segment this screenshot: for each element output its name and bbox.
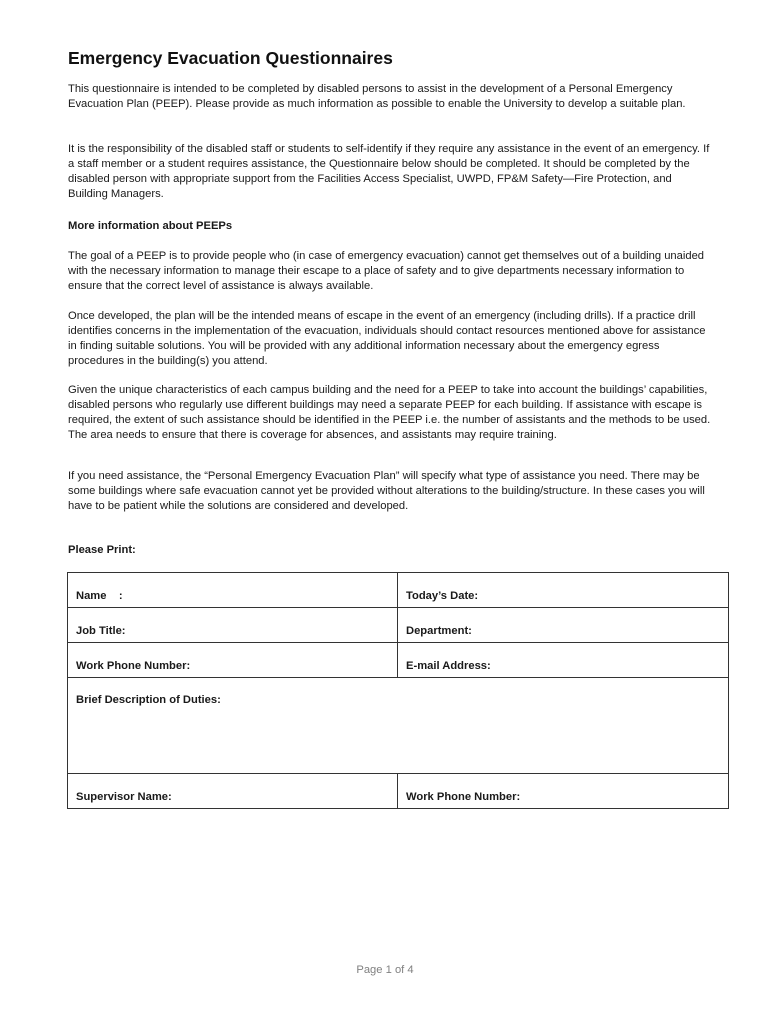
intro-paragraph-2: It is the responsibility of the disabled staff or students to self-identify if they require any assistance in the event of an emergency. If a staff member or a student requires assistance, the Questionnaire below should be completed. It should be completed by the disabled person with appropriate support from the Facilities Access Specialist, UWPD, FP&M Safety—Fire Protection, and Building Managers.	[68, 143, 710, 200]
department-label: Department:	[406, 625, 472, 637]
email-field[interactable]	[398, 643, 729, 678]
duties-field[interactable]	[68, 678, 729, 774]
page-number: Page 1 of 4	[356, 964, 414, 976]
email-label: E-mail Address:	[406, 660, 491, 672]
info-paragraph-3: Given the unique characteristics of each campus building and the need for a PEEP to take into account the buildings’ capabilities, disabled persons who regularly use different buildings may need a separate PEEP for each building. If assistance with escape is required, the extent of such assistance should be identified in the PEEP i.e. the number of assistants and the methods to be used. The area needs to ensure that there is coverage for absences, and assistants may require training.	[68, 384, 711, 441]
work-phone-label: Work Phone Number:	[76, 660, 191, 672]
todays-date-field[interactable]	[398, 573, 729, 608]
work-phone-field[interactable]	[68, 643, 398, 678]
info-paragraph-1: The goal of a PEEP is to provide people who (in case of emergency evacuation) cannot get themselves out of a building unaided with the necessary information to manage their escape to a place of safety and to give departments necessary information to ensure that the correct level of assistance is always available.	[68, 250, 705, 292]
name-field[interactable]	[68, 573, 398, 608]
supervisor-name-label: Supervisor Name:	[76, 791, 172, 803]
document-title: Emergency Evacuation Questionnaires	[68, 48, 393, 68]
supervisor-phone-field[interactable]	[398, 774, 729, 809]
duties-label: Brief Description of Duties:	[76, 694, 221, 706]
info-paragraph-4: If you need assistance, the “Personal Emergency Evacuation Plan” will specify what type of assistance you need. There may be some buildings where safe evacuation cannot yet be provided without alterations to the building/structure. In these cases you will have to be patient while the solutions are considered and developed.	[68, 470, 705, 512]
job-title-field[interactable]	[68, 608, 398, 643]
please-print-label: Please Print:	[68, 544, 136, 556]
department-field[interactable]	[398, 608, 729, 643]
job-title-label: Job Title:	[76, 625, 126, 637]
todays-date-label: Today’s Date:	[406, 590, 479, 602]
supervisor-phone-label: Work Phone Number:	[406, 791, 521, 803]
supervisor-name-field[interactable]	[68, 774, 398, 809]
section-subheading: More information about PEEPs	[68, 220, 233, 232]
intro-paragraph-1: This questionnaire is intended to be completed by disabled persons to assist in the development of a Personal Emergency Evacuation Plan (PEEP). Please provide as much information as possible to enable the University to develop a suitable plan.	[68, 83, 686, 110]
name-label: Name :	[76, 590, 123, 602]
info-paragraph-2: Once developed, the plan will be the intended means of escape in the event of an emergency (including drills). If a practice drill identifies concerns in the implementation of the evacuation, individuals should contact resources mentioned above for assistance in finding suitable solutions. You will be provided with any additional information necessary about the emergency egress procedures in the building(s) you attend.	[68, 310, 706, 367]
personal-info-form	[67, 572, 729, 809]
